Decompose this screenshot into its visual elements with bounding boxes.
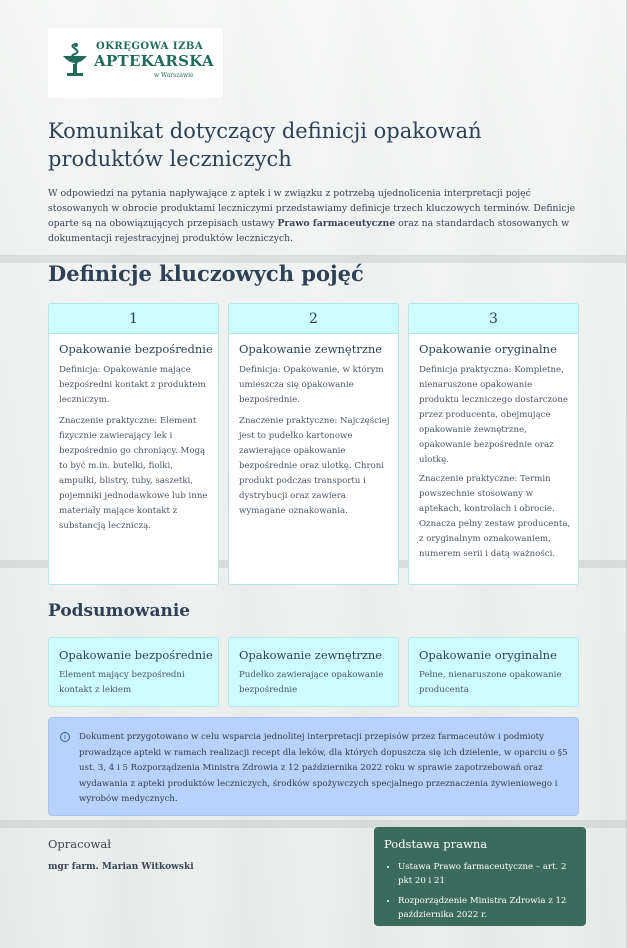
intro-text-part2: oraz na standardach stosowanych w dokumentacji rejestracyjnej produktów leczniczych. — [48, 218, 570, 244]
page-title: Komunikat dotyczący definicji opakowań produktów leczniczych — [48, 119, 482, 171]
summary-card-1 — [48, 637, 219, 707]
info-note-text: Dokument przygotowano w celu wsparcia jednolitej interpretacji przepisów przez farmaceutów i podmioty prowadzące apteki w ramach realizacji recept dla leków, dla których dopuszcza się ich dzielenie, w oparciu o §5 ust. 3, 4 i 5 Rozporządzenia Ministra Zdrowia z 12 października 2022 roku w sprawie zapotrzebowań oraz wydawania z apteki produktów leczniczych, środków spożywczych specjalnego przeznaczenia żywieniowego i wyrobów medycznych. — [79, 732, 568, 804]
info-note — [48, 717, 579, 816]
intro-bold-law: Prawo farmaceutyczne — [277, 218, 396, 229]
definition-card-1 — [48, 303, 219, 585]
definitions-heading: Definicje kluczowych pojęć — [48, 261, 364, 286]
author-name: mgr farm. Marian Witkowski — [48, 862, 194, 872]
card-definition: Definicja: Opakowanie, w którym umieszcza się opakowanie bezpośrednie. — [239, 365, 384, 405]
author-label: Opracował — [48, 837, 111, 851]
intro-paragraph — [48, 186, 588, 246]
card-title: Opakowanie bezpośrednie — [59, 342, 213, 356]
summary-title: Opakowanie zewnętrzne — [239, 648, 383, 662]
card-number: 2 — [229, 304, 398, 334]
legal-basis-item: • Ustawa Prawo farmaceutyczne – art. 2 pkt 20 i 21 — [398, 860, 580, 888]
summary-card-3 — [408, 637, 579, 707]
card-definition: Definicja praktyczna: Kompletne, nienaruszone opakowanie produktu leczniczego dostarczone przez producenta, obejmujące opakowanie zewnętrzne, opakowanie bezpośrednie oraz ulotkę. — [419, 365, 568, 465]
card-title: Opakowanie zewnętrzne — [239, 342, 383, 356]
definition-card-3 — [408, 303, 579, 585]
logo — [48, 28, 223, 98]
legal-basis-box — [374, 827, 586, 926]
card-number: 1 — [49, 304, 218, 334]
card-definition: Definicja: Opakowanie mające bezpośredni kontakt z produktem leczniczym. — [59, 365, 206, 405]
summary-card-2 — [228, 637, 399, 707]
summary-text: Pełne, nienaruszone opakowanie producenta — [419, 670, 562, 695]
logo-text-line1: OKRĘGOWA IZBA — [96, 41, 204, 52]
logo-text-line2: APTEKARSKA — [94, 52, 214, 70]
bowl-of-hygieia-icon — [60, 42, 90, 82]
card-meaning: Znaczenie praktyczne: Element fizycznie zawierający lek i bezpośrednio go chroniący. Mogą to być m.in. butelki, fiolki, ampułki, blistry, tuby, saszetki, pojemniki jednodawkowe lub inne materiały mające kontakt z substancją leczniczą. — [59, 416, 208, 531]
card-title: Opakowanie oryginalne — [419, 342, 557, 356]
summary-text: Element mający bezpośredni kontakt z lekiem — [59, 670, 185, 695]
card-number: 3 — [409, 304, 578, 334]
summary-title: Opakowanie oryginalne — [419, 648, 557, 662]
card-meaning: Znaczenie praktyczne: Termin powszechnie stosowany w aptekach, kontrolach i obrocie. Oznacza pełny zestaw producenta, z oryginalnym oznakowaniem, numerem serii i datą ważności. — [419, 474, 571, 559]
legal-basis-list — [398, 860, 580, 928]
definition-card-2 — [228, 303, 399, 585]
legal-basis-title: Podstawa prawna — [384, 837, 488, 851]
summary-title: Opakowanie bezpośrednie — [59, 648, 213, 662]
intro-text-part1: W odpowiedzi na pytania napływające z aptek i w związku z potrzebą ujednolicenia interpretacji pojęć stosowanych w obrocie produktami leczniczymi przedstawiamy definicje trzech kluczowych terminów. Definicje oparte są na obowiązujących przepisach ustawy — [48, 188, 576, 229]
info-icon: i — [60, 732, 70, 742]
summary-text: Pudełko zawierające opakowanie bezpośrednie — [239, 670, 384, 695]
card-meaning: Znaczenie praktyczne: Najczęściej jest to pudełko kartonowe zawierające opakowanie bezpośrednie oraz ulotkę. Chroni produkt podczas transportu i dystrybucji oraz zawiera wymagane oznakowania. — [239, 416, 390, 516]
legal-basis-item: • Rozporządzenie Ministra Zdrowia z 12 października 2022 r. — [398, 894, 580, 922]
summary-heading: Podsumowanie — [48, 601, 191, 621]
logo-text-line3: w Warszawie — [154, 72, 194, 79]
